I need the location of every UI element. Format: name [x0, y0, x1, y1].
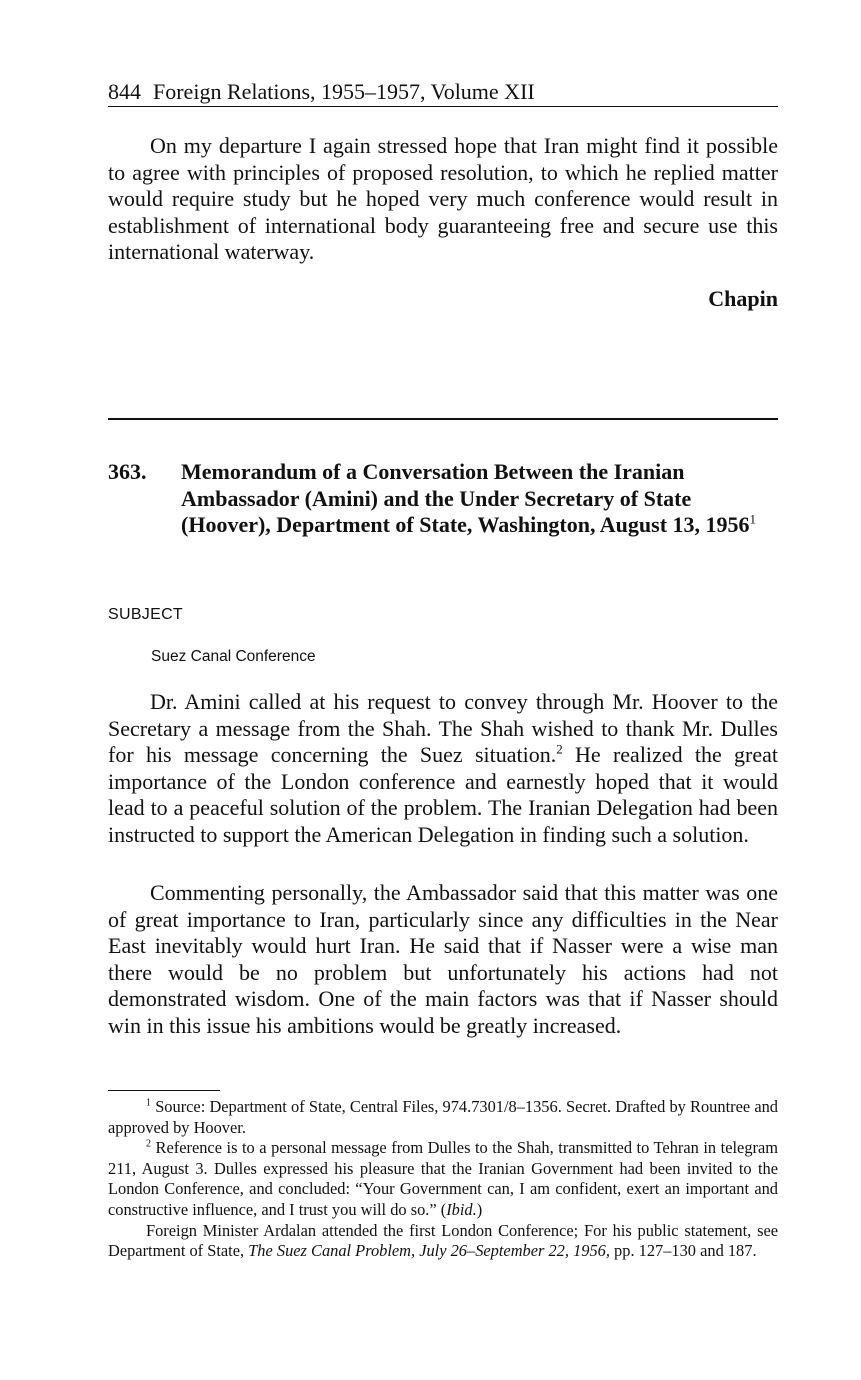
body-paragraph-1-part-1: Dr. Amini called at his request to convey through Mr. Hoover to the Secretary a message from the Shah. The Shah wished to thank Mr. Dulles for his message concerning the Suez situation.	[108, 689, 778, 768]
subject-value: Suez Canal Conference	[151, 648, 316, 665]
footnote-2-ibid: Ibid.	[446, 1199, 477, 1219]
page-number: 844	[108, 79, 141, 104]
footnote-1	[108, 1097, 778, 1138]
signature: Chapin	[708, 286, 778, 311]
body-paragraph-2: Commenting personally, the Ambassador said that this matter was one of great importance to Iran, particularly since any difficulties in the Near East inevitably would hurt Iran. He said that if Nasser were a wise man there would be no problem but unfortunately his actions had not demonstrated wisdom. One of the main factors was that if Nasser should win in this issue his ambitions would be greatly increased.	[108, 880, 778, 1038]
departure-paragraph: On my departure I again stressed hope that Iran might find it possible to agree with principles of proposed resolution, to which he replied matter would require study but he hoped very much conference would result in establishment of international body guaranteeing free and secure use this international waterway.	[108, 133, 778, 265]
footnote-2-close: )	[476, 1199, 483, 1219]
footnote-rule	[108, 1090, 220, 1091]
footnote-3-title: The Suez Canal Problem, July 26–September 22, 1956,	[248, 1241, 610, 1261]
running-head	[108, 78, 778, 107]
footnote-3	[108, 1221, 778, 1262]
footnote-1-mark: 1	[146, 1097, 151, 1109]
footnote-ref-2[interactable]: 2	[556, 741, 563, 757]
footnotes	[108, 1097, 778, 1262]
body-paragraph-1	[108, 689, 778, 849]
document-title-text: Memorandum of a Conversation Between the Iranian Ambassador (Amini) and the Under Secretary of State (Hoover), Department of State, Washington, August 13, 1956	[181, 459, 750, 537]
footnote-2	[108, 1138, 778, 1220]
title-footnote-ref[interactable]: 1	[749, 511, 757, 527]
section-divider	[108, 418, 778, 420]
footnote-1-text: Source: Department of State, Central Files, 974.7301/8–1356. Secret. Drafted by Rountree and approved by Hoover.	[108, 1097, 778, 1137]
document-number: 363.	[108, 459, 147, 484]
document-heading	[108, 459, 778, 539]
footnote-3-part-1: Foreign Minister Ardalan attended the first London Conference; For his public statement, see Department of State,	[108, 1220, 778, 1261]
footnote-2-text: Reference is to a personal message from Dulles to the Shah, transmitted to Tehran in telegram 211, August 3. Dulles expressed his pleasure that the Iranian Government had been invited to the London Conference, and concluded: “Your Government can, I am confident, exert an important and constructive influence, and I trust you will do so.” (	[108, 1138, 778, 1219]
volume-title: Foreign Relations, 1955–1957, Volume XII	[153, 79, 535, 104]
subject-label: SUBJECT	[108, 606, 183, 623]
footnote-2-mark: 2	[146, 1138, 151, 1150]
document-title	[181, 459, 778, 539]
body-paragraph-1-part-2: He realized the great importance of the London conference and earnestly hoped that it would lead to a peaceful solution of the problem. The Iranian Delegation had been instructed to support the American Delegation in finding such a solution.	[108, 742, 778, 847]
footnote-3-part-2: pp. 127–130 and 187.	[609, 1241, 757, 1261]
